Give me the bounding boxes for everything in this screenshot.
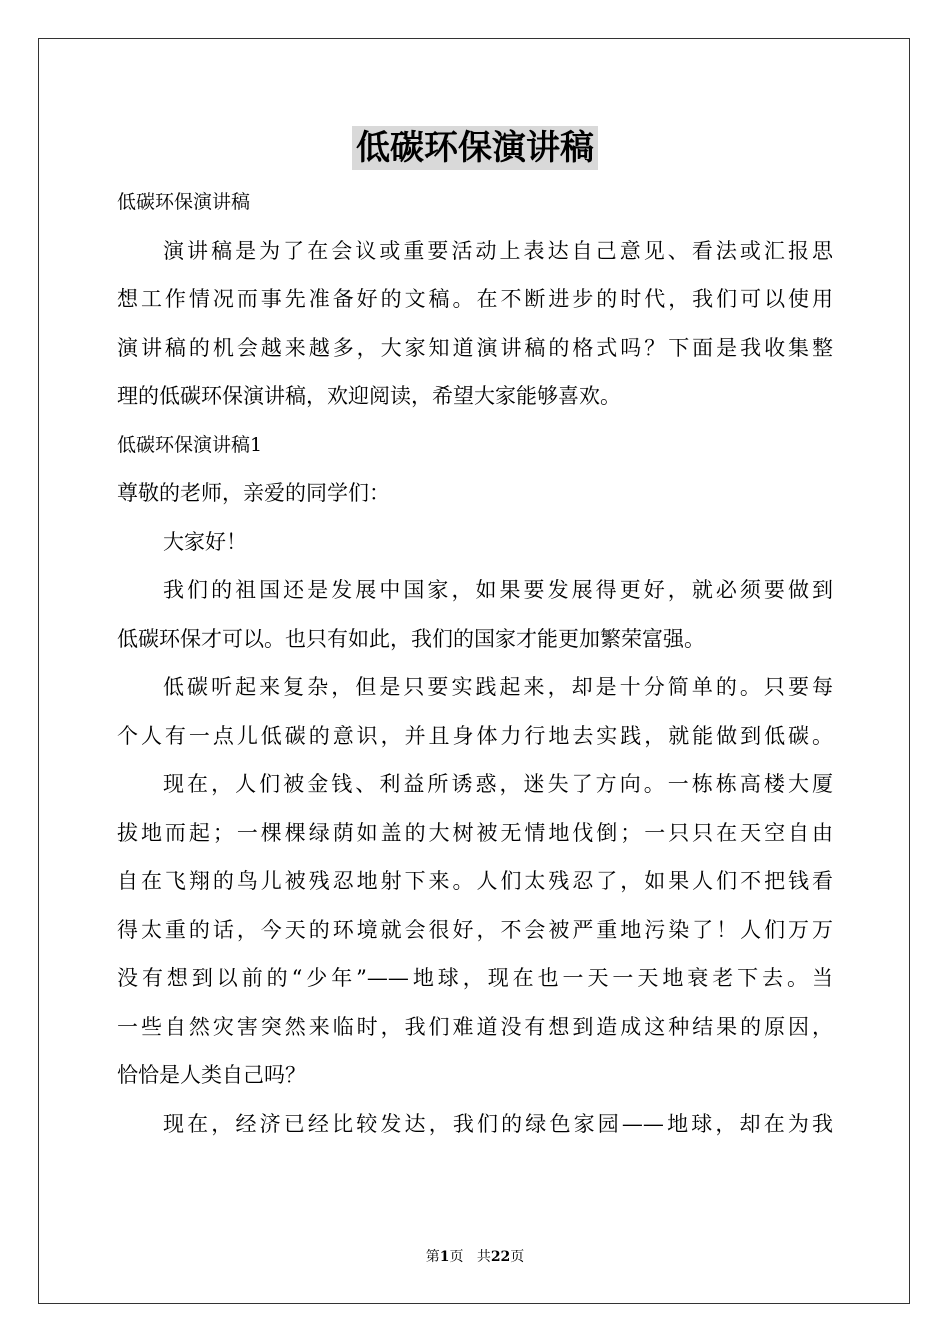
page-prefix: 第 xyxy=(425,1249,440,1265)
document-body xyxy=(117,178,833,1148)
text-line: 没有想到以前的“少年”——地球，现在也一天一天地衰老下去。当 xyxy=(117,966,833,990)
text-line: 恰恰是人类自己吗？ xyxy=(117,1063,306,1087)
text-line: 得太重的话，今天的环境就会很好，不会被严重地污染了！人们万万 xyxy=(117,917,833,942)
total-suffix: 页 xyxy=(510,1249,525,1265)
page-current: 1 xyxy=(439,1249,450,1265)
text-line: 自在飞翔的鸟儿被残忍地射下来。人们太残忍了，如果人们不把钱看 xyxy=(117,869,833,893)
page-footer xyxy=(0,1247,950,1267)
text-line: 演讲稿的机会越来越多，大家知道演讲稿的格式吗？下面是我收集整 xyxy=(117,335,833,360)
title-container xyxy=(0,126,950,170)
text-line: 个人有一点儿低碳的意识，并且身体力行地去实践，就能做到低碳。 xyxy=(117,723,833,748)
total-prefix: 共 xyxy=(476,1249,491,1265)
page-total: 22 xyxy=(490,1249,511,1265)
text-line: 尊敬的老师，亲爱的同学们： xyxy=(117,481,390,505)
text-line: 大家好！ xyxy=(163,529,247,554)
text-line: 拔地而起；一棵棵绿荫如盖的大树被无情地伐倒；一只只在天空自由 xyxy=(117,820,833,845)
document-title: 低碳环保演讲稿 xyxy=(352,126,598,170)
text-line: 低碳听起来复杂，但是只要实践起来，却是十分简单的。只要每 xyxy=(163,675,833,699)
text-line: 现在，人们被金钱、利益所诱惑，迷失了方向。一栋栋高楼大厦 xyxy=(163,772,833,796)
text-line: 想工作情况而事先准备好的文稿。在不断进步的时代，我们可以使用 xyxy=(117,287,833,311)
text-line: 低碳环保演讲稿 xyxy=(117,191,251,213)
text-line: 理的低碳环保演讲稿，欢迎阅读，希望大家能够喜欢。 xyxy=(117,384,621,408)
text-line: 低碳环保演讲稿1 xyxy=(117,433,263,456)
text-line: 低碳环保才可以。也只有如此，我们的国家才能更加繁荣富强。 xyxy=(117,626,705,651)
text-line: 现在，经济已经比较发达，我们的绿色家园——地球，却在为我 xyxy=(163,1111,833,1136)
text-line: 我们的祖国还是发展中国家，如果要发展得更好，就必须要做到 xyxy=(163,578,833,602)
text-line: 一些自然灾害突然来临时，我们难道没有想到造成这种结果的原因， xyxy=(117,1014,833,1039)
text-line: 演讲稿是为了在会议或重要活动上表达自己意见、看法或汇报思 xyxy=(163,238,833,263)
page-suffix: 页 xyxy=(449,1249,464,1265)
